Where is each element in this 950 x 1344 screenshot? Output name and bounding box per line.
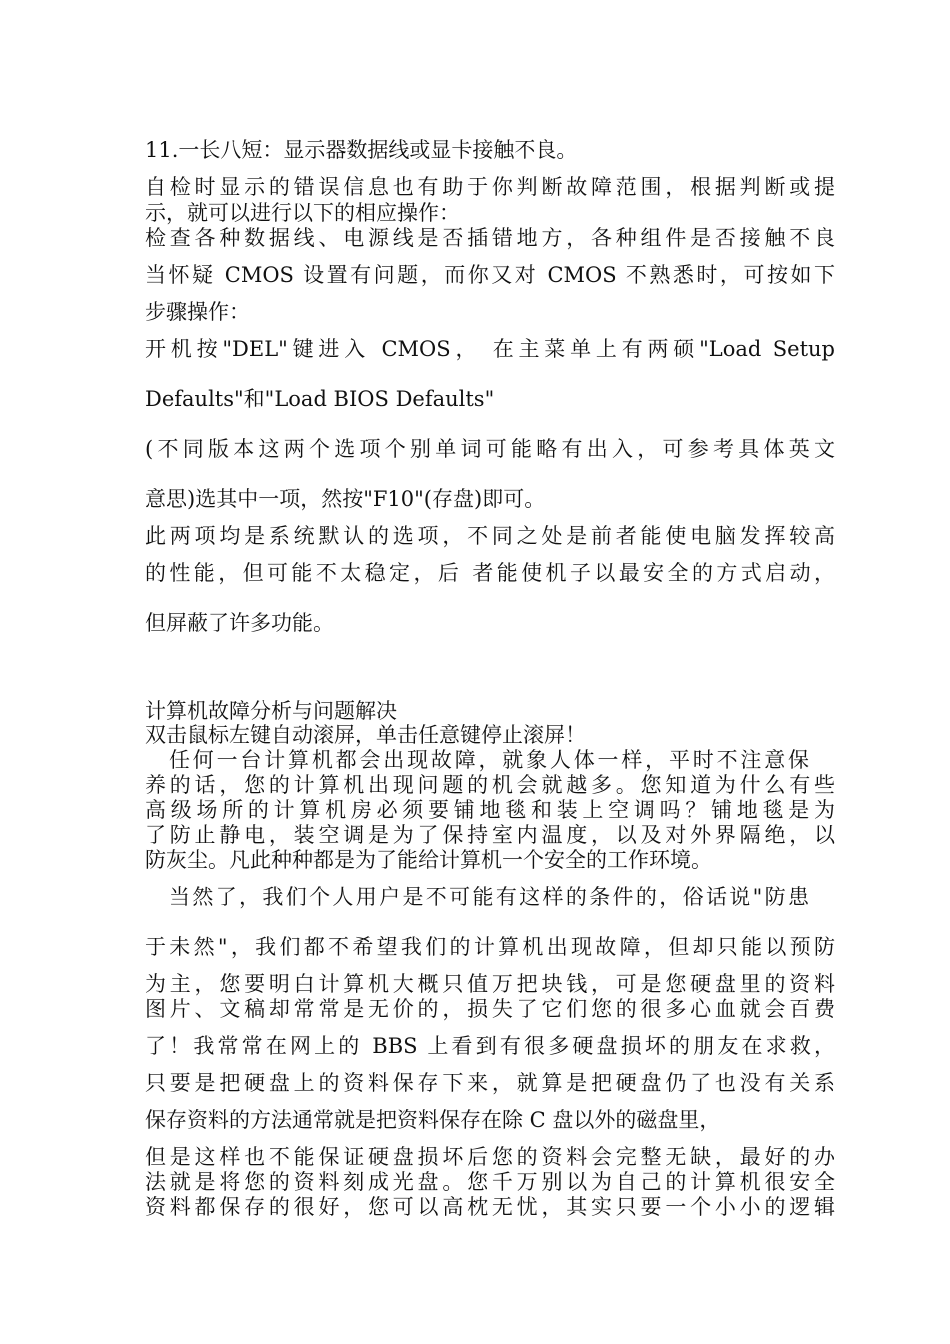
paragraph-line: 保存资料的方法通常就是把资料保存在除 C 盘以外的磁盘里， xyxy=(145,1108,721,1132)
paragraph-line: 为主，您要明白计算机大概只值万把块钱，可是您硬盘里的资料 xyxy=(145,972,835,996)
paragraph-line: 只要是把硬盘上的资料保存下来，就算是把硬盘仍了也没有关系 xyxy=(145,1071,835,1095)
paragraph-line: 防灰尘。凡此种种都是为了能给计算机一个安全的工作环境。 xyxy=(145,848,712,872)
paragraph-line: 高级场所的计算机房必须要铺地毯和装上空调吗？铺地毯是为 xyxy=(145,798,835,822)
paragraph-line: 此两项均是系统默认的选项，不同之处是前者能使电脑发挥较高 xyxy=(145,524,835,548)
paragraph-line: 但屏蔽了许多功能。 xyxy=(145,611,334,635)
paragraph-line: 当怀疑 CMOS 设置有问题，而你又对 CMOS 不熟悉时，可按如下 xyxy=(145,263,835,287)
paragraph-line: 养的话，您的计算机出现问题的机会就越多。您知道为什么有些 xyxy=(145,773,835,797)
paragraph-line: 当然了，我们个人用户是不可能有这样的条件的，俗话说"防患 xyxy=(169,885,809,909)
paragraph-line: 开机按"DEL"键进入 CMOS， 在主菜单上有两硕"Load Setup xyxy=(145,337,835,361)
paragraph-line: 的性能，但可能不太稳定，后 者能使机子以最安全的方式启动， xyxy=(145,561,835,585)
paragraph-line: 了防止静电，装空调是为了保持室内温度，以及对外界隔绝，以 xyxy=(145,823,835,847)
paragraph-line: 自检时显示的错误信息也有助于你判断故障范围，根据判断或提 xyxy=(145,175,835,199)
section-subtitle: 双击鼠标左键自动滚屏，单击任意键停止滚屏！ xyxy=(145,723,586,747)
paragraph-line: 图片、文稿却常常是无价的，损失了它们您的很多心血就会百费 xyxy=(145,997,835,1021)
paragraph-line: 11.一长八短：显示器数据线或显卡接触不良。 xyxy=(145,138,578,162)
paragraph-line: (不同版本这两个选项个别单词可能略有出入，可参考具体英文 xyxy=(145,437,835,461)
paragraph-line: 但是这样也不能保证硬盘损坏后您的资料会完整无缺，最好的办 xyxy=(145,1145,835,1169)
paragraph-line: 意思)选其中一项，然按"F10"(存盘)即可。 xyxy=(145,487,546,511)
paragraph-line: 法就是将您的资料刻成光盘。您千万别以为自己的计算机很安全 xyxy=(145,1170,835,1194)
paragraph-line: 任何一台计算机都会出现故障，就象人体一样，平时不注意保 xyxy=(169,748,809,772)
paragraph-line: 示，就可以进行以下的相应操作： xyxy=(145,201,460,225)
paragraph-line: 资料都保存的很好，您可以高枕无忧，其实只要一个小小的逻辑 xyxy=(145,1195,835,1219)
paragraph-line: 检查各种数据线、电源线是否插错地方，各种组件是否接触不良 xyxy=(145,226,835,250)
paragraph-line: 了！我常常在网上的 BBS 上看到有很多硬盘损坏的朋友在求救， xyxy=(145,1034,835,1058)
paragraph-line: 于未然"，我们都不希望我们的计算机出现故障，但却只能以预防 xyxy=(145,935,835,959)
paragraph-line: 步骤操作： xyxy=(145,300,250,324)
section-title: 计算机故障分析与问题解决 xyxy=(145,699,397,723)
paragraph-line: Defaults"和"Load BIOS Defaults" xyxy=(145,387,495,411)
